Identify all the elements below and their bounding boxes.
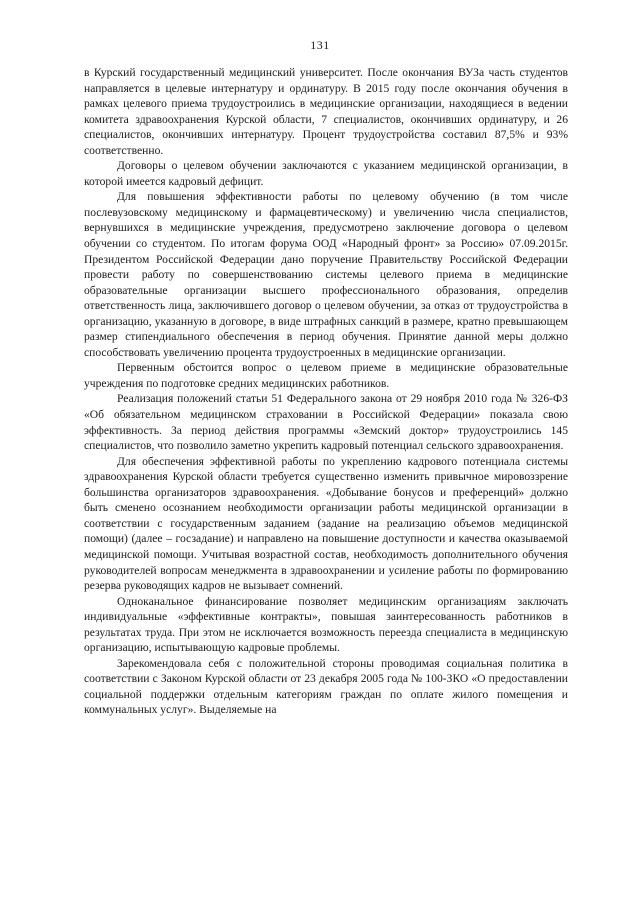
page-number: 131 [310,38,330,52]
document-body [84,65,568,718]
paragraph: Для повышения эффективности работы по целевому обучению (в том числе послевузовскому медицинскому и фармацевтическому) и увеличению числа специалистов, вернувшихся в медицинские учреждения, предусмотрено заключение договора о целевом обучении со студентом. По итогам форума ООД «Народный фронт» за Россию» 07.09.2015г. Президентом Российской Федерации дано поручение Правительству Российской Федерации провести работу по совершенствованию системы целевого приема в медицинские образовательные организации высшего профессионального образования, определив ответственность лица, заключившего договор о целевом обучении, за отказ от трудоустройства в организацию, указанную в договоре, в виде штрафных санкций в размере, кратно превышающем размер стипендиального обеспечения в период обучения. Принятие данной меры должно способствовать увеличению процента трудоустроенных в медицинские организации. [84,190,568,359]
paragraph: Первенным обстоится вопрос о целевом приеме в медицинские образовательные учреждения по подготовке средних медицинских работников. [84,361,568,390]
paragraph: Договоры о целевом обучении заключаются с указанием медицинской организации, в которой имеется кадровый дефицит. [84,159,568,188]
paragraph: Реализация положений статьи 51 Федерального закона от 29 ноября 2010 года № 326-ФЗ «Об обязательном медицинском страховании в Российской Федерации» показала свою эффективность. За период действия программы «Земский доктор» трудоустроились 145 специалистов, что позволило заметно укрепить кадровый потенциал сельского здравоохранения. [84,392,568,453]
paragraph: Одноканальное финансирование позволяет медицинским организациям заключать индивидуальные «эффективные контракты», повышая заинтересованность работников в результатах труда. При этом не исключается возможность переезда специалиста в медицинскую организацию, испытывающую кадровые проблемы. [84,594,568,655]
paragraph: в Курский государственный медицинский университет. После окончания ВУЗа часть студентов направляется в целевые интернатуру и ординатуру. В 2015 году после окончания обучения в рамках целевого приема трудоустроились в медицинские организации, находящиеся в ведении комитета здравоохранения Курской области, 7 специалистов, окончивших ординатуру, и 26 специалистов, окончивших интернатуру. Процент трудоустройства составил 87,5% и 93% соответственно. [84,66,568,157]
paragraph: Для обеспечения эффективной работы по укреплению кадрового потенциала системы здравоохранения Курской области требуется существенно изменить привычное мировоззрение большинства организаторов здравоохранения. «Добывание бонусов и преференций» должно быть сменено осознанием необходимости организации работы медицинской организации в соответствии с государственным заданием (задание на реализацию объемов медицинской помощи) (далее – госзадание) и направлено на повышение доступности и качества оказываемой медицинской помощи. Учитывая возрастной состав, необходимость дополнительного обучения руководителей вопросам менеджмента в здравоохранении и усиление работы по формированию резерва руководящих кадров не вызывает сомнений. [84,454,568,593]
paragraph: Зарекомендовала себя с положительной стороны проводимая социальная политика в соответствии с Законом Курской области от 23 декабря 2005 года № 100-ЗКО «О предоставлении социальной поддержки отдельным категориям граждан по оплате жилого помещения и коммунальных услуг». Выделяемые на [84,656,568,717]
